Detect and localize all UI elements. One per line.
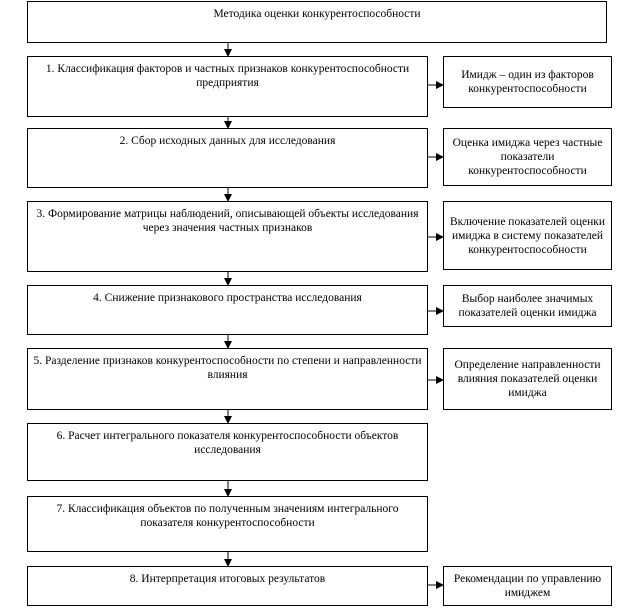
side-note-3 <box>443 201 612 270</box>
step-label: 8. Интерпретация итоговых результатов <box>129 573 326 585</box>
title-text: Методика оценки конкурентоспособности <box>213 8 421 20</box>
step-label: 4. Снижение признакового пространства исследования <box>93 292 362 304</box>
step-label: 3. Формирование матрицы наблюдений, описывающей объекты исследования через значения частных признаков <box>36 208 419 234</box>
step-label: 5. Разделение признаков конкурентоспособности по степени и направленности влияния <box>33 355 422 381</box>
side-note-6 <box>443 566 612 606</box>
side-note-1 <box>443 56 612 108</box>
step-box-3 <box>27 201 428 272</box>
step-box-7 <box>27 496 428 552</box>
step-label: 2. Сбор исходных данных для исследования <box>119 135 336 147</box>
step-box-1 <box>27 56 428 117</box>
side-note-label: Рекомендации по управлению имиджем <box>453 573 602 599</box>
step-label: 1. Классификация факторов и частных признаков конкурентоспособности предприятия <box>45 63 410 89</box>
step-box-5 <box>27 348 428 410</box>
side-note-5 <box>443 348 612 410</box>
step-box-4 <box>27 285 428 335</box>
step-label: 7. Классификация объектов по полученным значениям интегрального показателя конкурентоспособности <box>56 503 399 529</box>
step-box-2 <box>27 128 428 188</box>
step-label: 6. Расчет интегрального показателя конкурентоспособности объектов исследования <box>56 430 399 456</box>
side-note-label: Выбор наиболее значимых показателей оценки имиджа <box>458 293 597 319</box>
side-note-2 <box>443 128 612 186</box>
step-box-8 <box>27 566 428 606</box>
side-note-label: Оценка имиджа через частные показатели конкурентоспособности <box>452 137 603 177</box>
side-note-label: Имидж – один из факторов конкурентоспособности <box>461 69 594 95</box>
side-note-label: Определение направленности влияния показателей оценки имиджа <box>454 359 601 399</box>
side-note-4 <box>443 285 612 327</box>
side-note-label: Включение показателей оценки имиджа в систему показателей конкурентоспособности <box>449 215 605 256</box>
title-box <box>27 1 607 43</box>
step-box-6 <box>27 423 428 481</box>
